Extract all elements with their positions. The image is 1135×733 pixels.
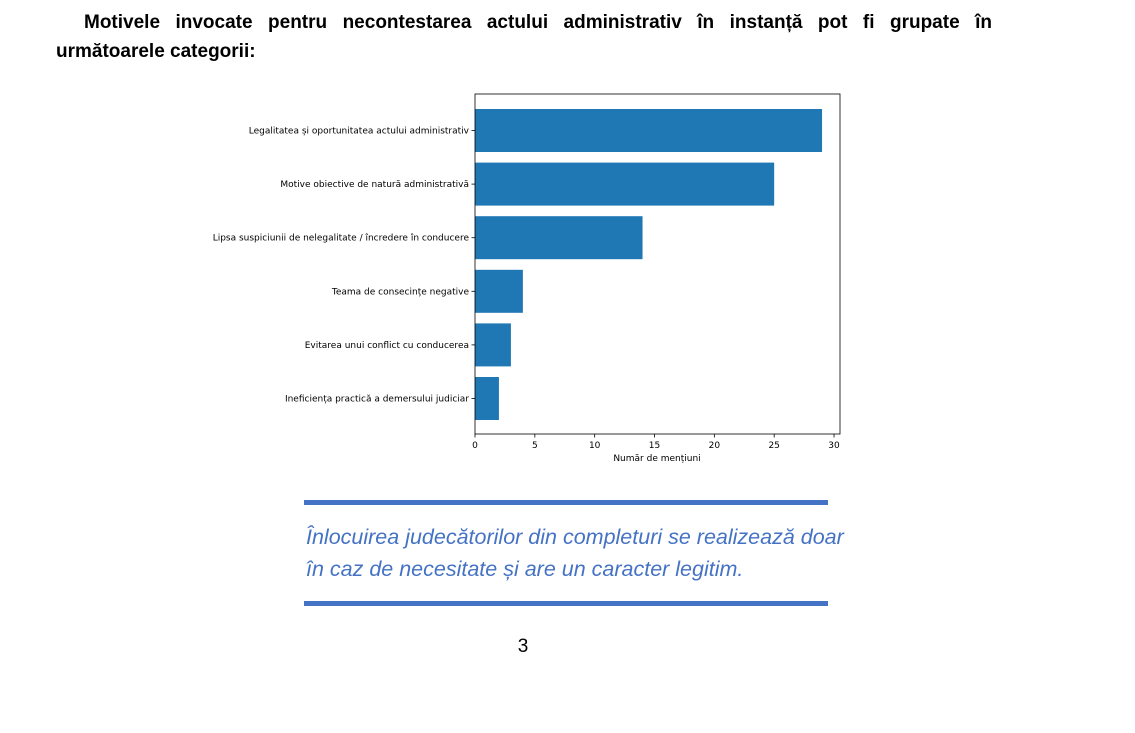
x-tick-label: 0 [472,441,478,451]
x-axis-label: Număr de mențiuni [613,454,701,464]
x-tick-label: 20 [708,441,721,451]
y-tick-label: Motive obiective de natură administrativă [280,180,469,191]
bar [475,216,643,259]
x-tick-label: 10 [588,441,601,451]
y-tick-label: Teama de consecințe negative [331,287,469,298]
bar [475,163,774,206]
y-axis [213,127,475,405]
bar [475,270,523,313]
y-tick-label: Ineficiența practică a demersului judiciar [284,394,469,405]
quote-bottom-rule [304,601,828,606]
bar [475,109,822,152]
x-axis [472,434,840,451]
x-tick-label: 15 [648,441,661,451]
bar [475,377,499,420]
bar [475,323,511,366]
bar-group [475,109,822,420]
quote-text: Înlocuirea judecătorilor din completuri se realizează doar în caz de necesitate și are un caracter legitim. [306,525,844,581]
x-tick-label: 5 [531,441,538,451]
page-number: 3 [517,636,529,657]
y-tick-label: Lipsa suspiciunii de nelegalitate / încredere în conducere [212,233,469,244]
quote-top-rule [304,500,828,505]
y-tick-label: Evitarea unui conflict cu conducerea [304,340,469,351]
y-tick-label: Legalitatea și oportunitatea actului administrativ [248,126,469,137]
x-tick-label: 25 [768,441,780,451]
x-tick-label: 30 [828,441,840,451]
intro-paragraph: Motivele invocate pentru necontestarea actului administrativ în instanță pot fi grupate în următoarele categorii: [56,12,992,62]
